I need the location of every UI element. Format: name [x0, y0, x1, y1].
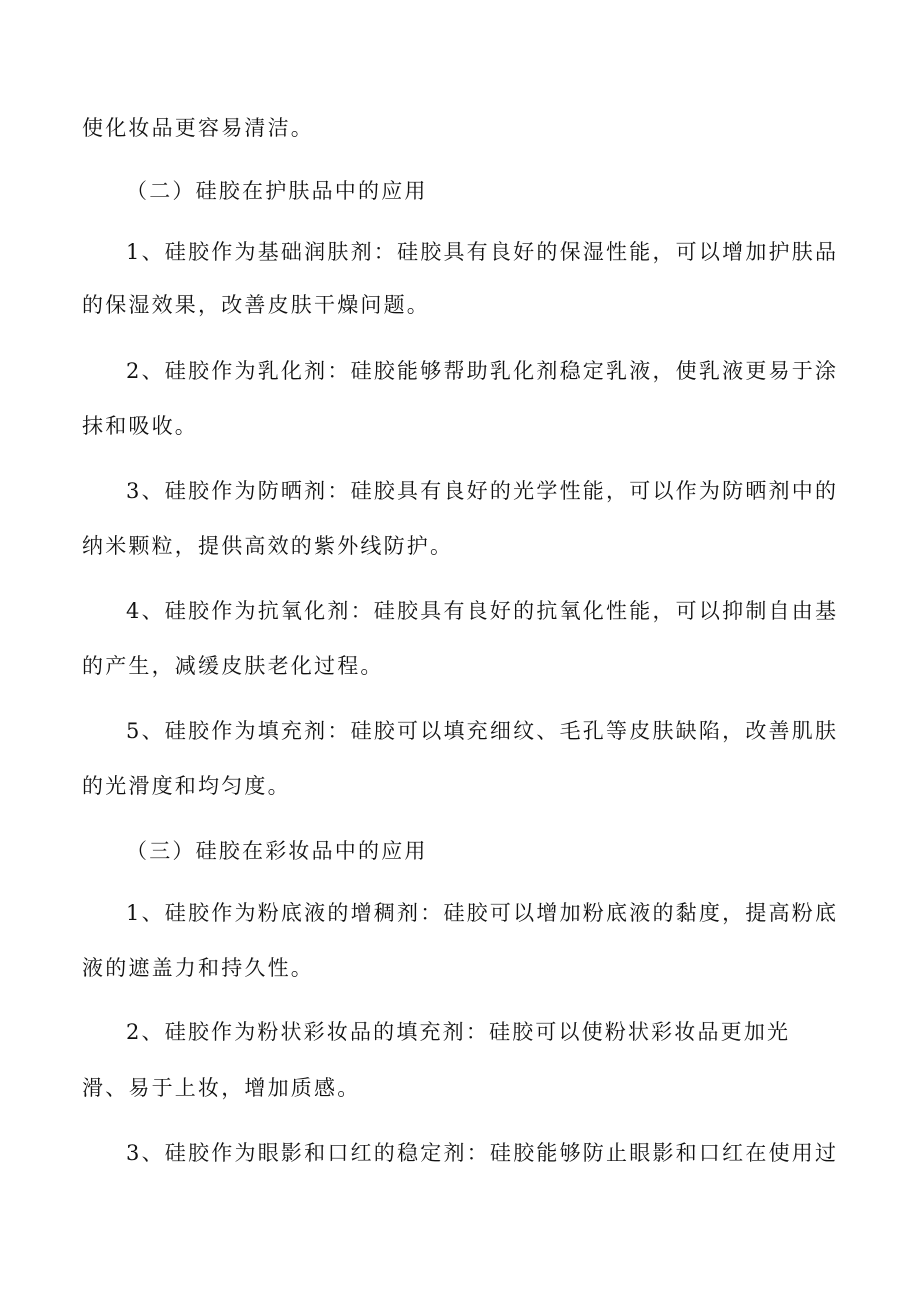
paragraph-line: 1、硅胶作为粉底液的增稠剂：硅胶可以增加粉底液的黏度，提高粉底	[126, 901, 836, 925]
section-heading: （三）硅胶在彩妆品中的应用	[126, 839, 428, 863]
paragraph-line: 的保湿效果，改善皮肤干燥问题。	[82, 293, 430, 317]
paragraph-line: 滑、易于上妆，增加质感。	[82, 1076, 361, 1100]
paragraph-line: 抹和吸收。	[82, 414, 198, 438]
paragraph-line: 3、硅胶作为防晒剂：硅胶具有良好的光学性能，可以作为防晒剂中的	[126, 479, 836, 503]
paragraph-line: 液的遮盖力和持久性。	[82, 956, 314, 980]
section-heading: （二）硅胶在护肤品中的应用	[126, 179, 428, 203]
paragraph-line: 的产生，减缓皮肤老化过程。	[82, 654, 384, 678]
paragraph-line: 的光滑度和均匀度。	[82, 774, 291, 798]
paragraph-line: 2、硅胶作为乳化剂：硅胶能够帮助乳化剂稳定乳液，使乳液更易于涂	[126, 359, 836, 383]
paragraph-line: 5、硅胶作为填充剂：硅胶可以填充细纹、毛孔等皮肤缺陷，改善肌肤	[126, 719, 836, 743]
paragraph-line: 1、硅胶作为基础润肤剂：硅胶具有良好的保湿性能，可以增加护肤品	[126, 240, 836, 264]
paragraph-line: 3、硅胶作为眼影和口红的稳定剂：硅胶能够防止眼影和口红在使用过	[126, 1141, 836, 1165]
paragraph-line: 纳米颗粒，提供高效的紫外线防护。	[82, 534, 454, 558]
paragraph-line: 2、硅胶作为粉状彩妆品的填充剂：硅胶可以使粉状彩妆品更加光	[126, 1020, 788, 1044]
paragraph-line: 4、硅胶作为抗氧化剂：硅胶具有良好的抗氧化性能，可以抑制自由基	[126, 599, 836, 623]
paragraph-line: 使化妆品更容易清洁。	[82, 116, 314, 140]
